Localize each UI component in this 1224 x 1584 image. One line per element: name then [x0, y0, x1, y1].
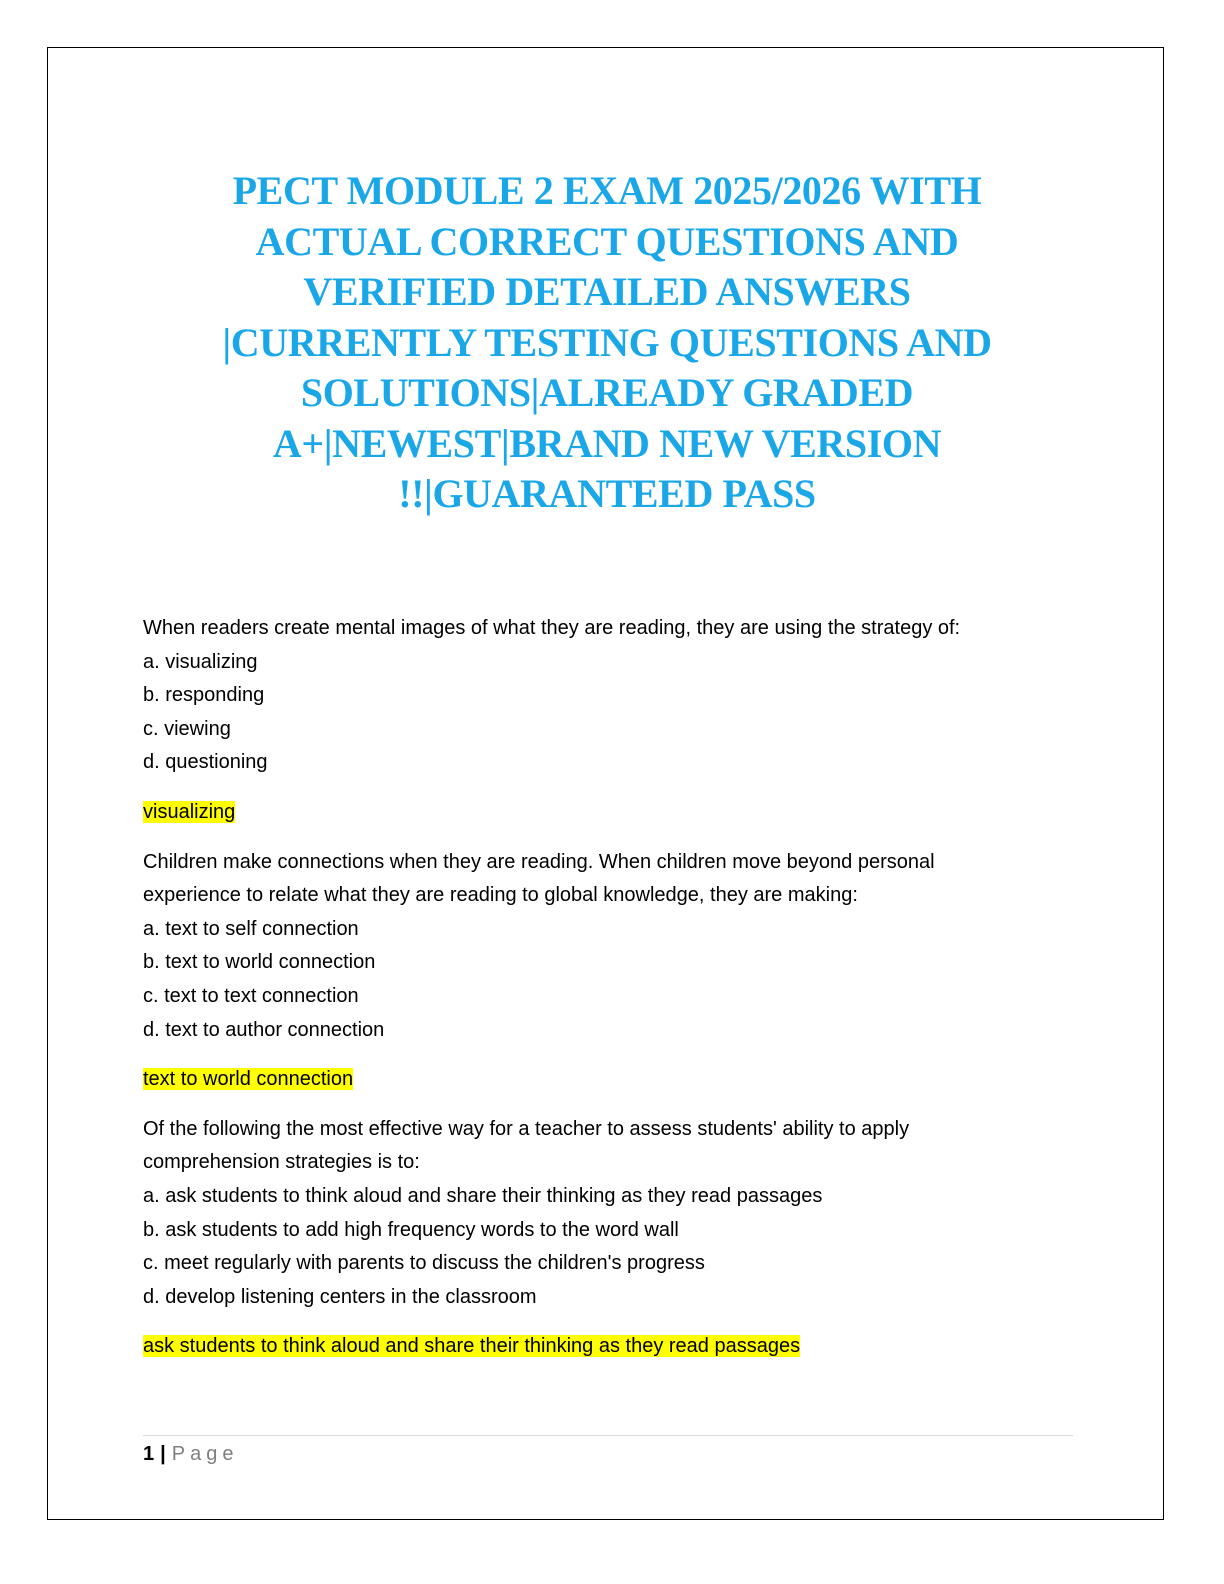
option-d: d. questioning: [143, 751, 268, 774]
answer-row: [143, 796, 1083, 830]
page-separator: |: [160, 1443, 166, 1465]
question-2: [143, 846, 1083, 1097]
title-line: PECT MODULE 2 EXAM 2025/2026 WITH: [232, 168, 982, 213]
option-d: d. text to author connection: [143, 1018, 385, 1041]
question-text: experience to relate what they are reading to global knowledge, they are making:: [143, 884, 858, 907]
option-b: b. text to world connection: [143, 951, 376, 974]
question-text: Of the following the most effective way for a teacher to assess students' ability to apply: [143, 1117, 910, 1140]
option-a: a. text to self connection: [143, 917, 359, 940]
document-title: [140, 166, 1074, 520]
footer-divider: [143, 1435, 1073, 1436]
option-a: a. ask students to think aloud and share their thinking as they read passages: [143, 1184, 823, 1207]
page-label: Page: [171, 1443, 239, 1465]
question-text: When readers create mental images of what they are reading, they are using the strategy of:: [143, 617, 961, 639]
answer-row: [143, 1330, 1083, 1364]
answer-highlight: text to world connection: [143, 1068, 354, 1091]
question-1: [143, 612, 1083, 830]
option-c: c. viewing: [143, 717, 231, 740]
option-a: a. visualizing: [143, 650, 258, 673]
title-line: |CURRENTLY TESTING QUESTIONS AND: [222, 319, 992, 365]
answer-highlight: visualizing: [143, 800, 236, 823]
option-d: d. develop listening centers in the classroom: [143, 1285, 537, 1308]
answer-row: [143, 1063, 1083, 1097]
option-b: b. ask students to add high frequency words to the word wall: [143, 1218, 679, 1241]
question-list: [143, 612, 1083, 1380]
page-number: 1: [143, 1443, 155, 1465]
question-text: comprehension strategies is to:: [143, 1151, 420, 1174]
option-c: c. meet regularly with parents to discuss the children's progress: [143, 1252, 705, 1275]
option-c: c. text to text connection: [143, 984, 359, 1007]
question-text: Children make connections when they are reading. When children move beyond personal: [143, 850, 935, 873]
question-3: [143, 1113, 1083, 1364]
option-b: b. responding: [143, 684, 265, 707]
title-line: SOLUTIONS|ALREADY GRADED: [300, 370, 914, 415]
title-line: A+|NEWEST|BRAND NEW VERSION: [272, 420, 942, 466]
title-line: !!|GUARANTEED PASS: [398, 471, 816, 516]
title-line: ACTUAL CORRECT QUESTIONS AND: [255, 218, 959, 264]
page-footer: [143, 1440, 238, 1468]
title-line: VERIFIED DETAILED ANSWERS: [303, 269, 911, 314]
answer-highlight: ask students to think aloud and share their thinking as they read passages: [143, 1335, 801, 1358]
